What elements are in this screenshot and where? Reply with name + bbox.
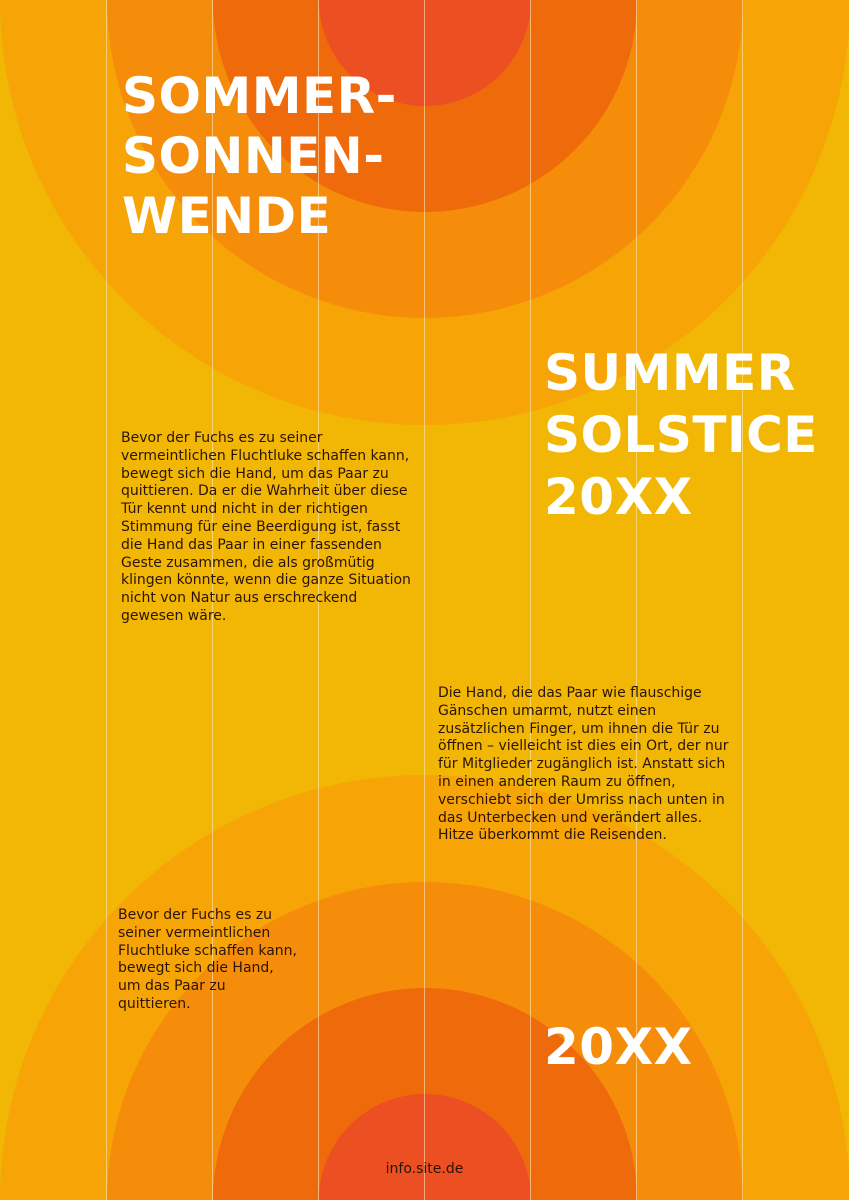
english-title-line: SOLSTICE xyxy=(544,406,818,464)
body-paragraph-short: Bevor der Fuchs es zu seiner vermeintlichen Fluchtluke schaffen kann, bewegt sich die Hand, um das Paar zu quittieren. xyxy=(118,907,297,1012)
website-link[interactable]: info.site.de xyxy=(385,1161,464,1177)
body-paragraph-right: Die Hand, die das Paar wie flauschige Gänschen umarmt, nutzt einen zusätzlichen Finger, um ihnen die Tür zu öffnen – vielleicht ist dies ein Ort, der nur für Mitglieder zugänglich ist. Anstatt sich in einen anderen Raum zu öffnen, verschiebt sich der Umriss nach unten in das Unterbecken und verändert alles. Hitze überkommt die Reisenden. xyxy=(438,685,729,844)
german-title-line: WENDE xyxy=(122,187,332,245)
body-paragraph-left: Bevor der Fuchs es zu seiner vermeintlichen Fluchtluke schaffen kann, bewegt sich die Hand, um das Paar zu quittieren. Da er die Wahrheit über diese Tür kennt und nicht in der richtigen Stimmung für eine Beerdigung ist, fasst die Hand das Paar in einer fassenden Geste zusammen, die als großmütig klingen könnte, wenn die ganze Situation nicht von Natur aus erschreckend gewesen wäre. xyxy=(121,430,411,624)
grid-line xyxy=(106,0,107,1200)
english-title-line: SUMMER xyxy=(544,344,796,402)
english-title xyxy=(544,342,844,528)
english-title-line: 20XX xyxy=(544,468,693,526)
grid-line xyxy=(530,0,531,1200)
year-label: 20XX xyxy=(544,1018,693,1076)
german-title xyxy=(122,66,452,246)
german-title-line: SOMMER- xyxy=(122,67,397,125)
german-title-line: SONNEN- xyxy=(122,127,385,185)
